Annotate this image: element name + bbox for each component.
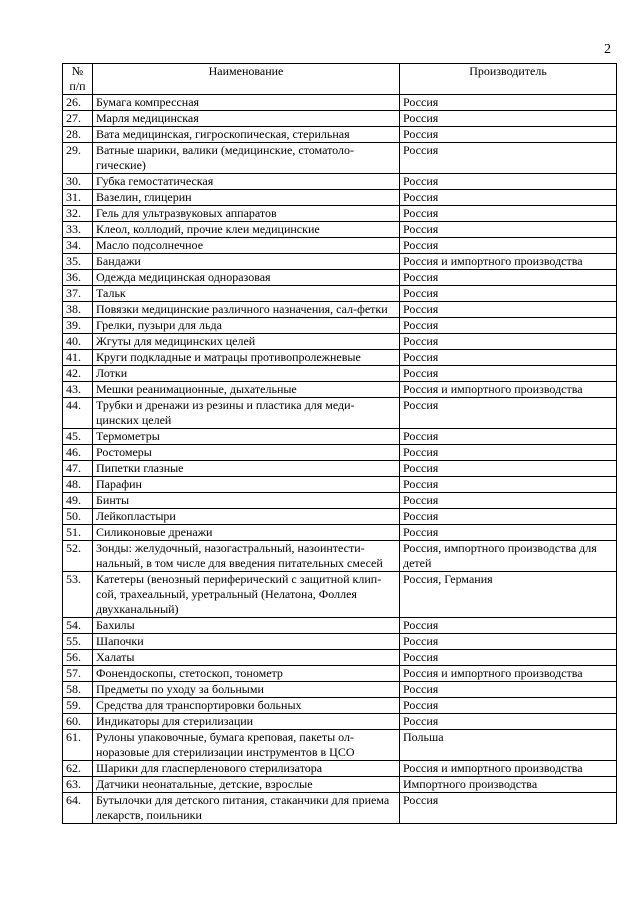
row-manufacturer: Россия и импортного производства	[400, 382, 617, 398]
row-number: 39.	[63, 318, 93, 334]
row-name: Повязки медицинские различного назначения, сал-фетки	[93, 302, 400, 318]
table-row	[63, 286, 617, 302]
row-number: 59.	[63, 698, 93, 714]
row-manufacturer: Россия	[400, 174, 617, 190]
table-row	[63, 777, 617, 793]
row-name: Ростомеры	[93, 445, 400, 461]
row-manufacturer: Импортного производства	[400, 777, 617, 793]
row-name: Индикаторы для стерилизации	[93, 714, 400, 730]
row-manufacturer: Россия	[400, 190, 617, 206]
row-name: Зонды: желудочный, назогастральный, назоинтести-нальный, в том числе для введения питательных смесей	[93, 541, 400, 572]
row-manufacturer: Россия	[400, 222, 617, 238]
row-name: Лейкопластыри	[93, 509, 400, 525]
table-row	[63, 302, 617, 318]
row-manufacturer: Россия и импортного производства	[400, 666, 617, 682]
row-manufacturer: Россия	[400, 334, 617, 350]
table-row	[63, 541, 617, 572]
row-number: 34.	[63, 238, 93, 254]
row-number: 49.	[63, 493, 93, 509]
table-row	[63, 461, 617, 477]
row-number: 37.	[63, 286, 93, 302]
table-row	[63, 143, 617, 174]
row-manufacturer: Россия	[400, 127, 617, 143]
row-name: Бандажи	[93, 254, 400, 270]
table-row	[63, 618, 617, 634]
row-number: 52.	[63, 541, 93, 572]
header-name: Наименование	[93, 64, 400, 95]
row-name: Термометры	[93, 429, 400, 445]
row-name: Ватные шарики, валики (медицинские, стоматоло-гические)	[93, 143, 400, 174]
table-row	[63, 666, 617, 682]
row-number: 51.	[63, 525, 93, 541]
row-number: 38.	[63, 302, 93, 318]
row-manufacturer: Россия	[400, 286, 617, 302]
row-number: 57.	[63, 666, 93, 682]
table-row	[63, 730, 617, 761]
row-number: 42.	[63, 366, 93, 382]
table-row	[63, 634, 617, 650]
row-manufacturer: Россия	[400, 206, 617, 222]
row-name: Бинты	[93, 493, 400, 509]
table-row	[63, 793, 617, 824]
row-name: Средства для транспортировки больных	[93, 698, 400, 714]
row-name: Вазелин, глицерин	[93, 190, 400, 206]
table-row	[63, 190, 617, 206]
row-name: Тальк	[93, 286, 400, 302]
row-number: 27.	[63, 111, 93, 127]
row-name: Мешки реанимационные, дыхательные	[93, 382, 400, 398]
row-name: Трубки и дренажи из резины и пластика для меди-цинских целей	[93, 398, 400, 429]
row-number: 43.	[63, 382, 93, 398]
table-row	[63, 382, 617, 398]
row-number: 33.	[63, 222, 93, 238]
row-name: Бумага компрессная	[93, 95, 400, 111]
row-number: 46.	[63, 445, 93, 461]
table-row	[63, 334, 617, 350]
row-manufacturer: Россия	[400, 714, 617, 730]
table-row	[63, 238, 617, 254]
row-name: Рулоны упаковочные, бумага креповая, пакеты ол-норазовые для стерилизации инструментов в ЦСО	[93, 730, 400, 761]
row-number: 30.	[63, 174, 93, 190]
row-name: Фонендоскопы, стетоскоп, тонометр	[93, 666, 400, 682]
row-manufacturer: Россия	[400, 143, 617, 174]
table-row	[63, 761, 617, 777]
row-name: Губка гемостатическая	[93, 174, 400, 190]
row-manufacturer: Россия	[400, 698, 617, 714]
row-name: Гель для ультразвуковых аппаратов	[93, 206, 400, 222]
table-row	[63, 398, 617, 429]
row-manufacturer: Россия	[400, 429, 617, 445]
row-number: 35.	[63, 254, 93, 270]
table-row	[63, 222, 617, 238]
row-number: 60.	[63, 714, 93, 730]
row-number: 61.	[63, 730, 93, 761]
table-row	[63, 254, 617, 270]
row-manufacturer: Россия	[400, 634, 617, 650]
row-manufacturer: Россия, Германия	[400, 572, 617, 618]
table-row	[63, 429, 617, 445]
row-manufacturer: Россия	[400, 618, 617, 634]
table-row	[63, 366, 617, 382]
row-manufacturer: Россия	[400, 302, 617, 318]
row-name: Одежда медицинская одноразовая	[93, 270, 400, 286]
row-manufacturer: Россия и импортного производства	[400, 254, 617, 270]
products-table	[62, 63, 617, 824]
row-manufacturer: Россия	[400, 525, 617, 541]
table-row	[63, 493, 617, 509]
row-number: 26.	[63, 95, 93, 111]
row-name: Клеол, коллодий, прочие клеи медицинские	[93, 222, 400, 238]
row-manufacturer: Россия	[400, 477, 617, 493]
table-row	[63, 525, 617, 541]
row-manufacturer: Россия	[400, 461, 617, 477]
row-manufacturer: Россия	[400, 366, 617, 382]
header-number: № п/п	[63, 64, 93, 95]
table-row	[63, 95, 617, 111]
row-name: Бахилы	[93, 618, 400, 634]
row-manufacturer: Россия	[400, 111, 617, 127]
row-number: 31.	[63, 190, 93, 206]
row-manufacturer: Россия	[400, 445, 617, 461]
table-row	[63, 714, 617, 730]
table-row	[63, 111, 617, 127]
page-number: 2	[604, 42, 611, 57]
row-manufacturer: Россия	[400, 682, 617, 698]
table-row	[63, 206, 617, 222]
table-header-row	[63, 64, 617, 95]
row-manufacturer: Россия	[400, 493, 617, 509]
row-name: Пипетки глазные	[93, 461, 400, 477]
row-name: Катетеры (венозный периферический с защитной клип-сой, трахеальный, уретральный (Нелатона, Фоллея двухканальный)	[93, 572, 400, 618]
row-number: 63.	[63, 777, 93, 793]
row-manufacturer: Россия	[400, 95, 617, 111]
row-name: Лотки	[93, 366, 400, 382]
table-row	[63, 650, 617, 666]
row-manufacturer: Россия	[400, 509, 617, 525]
row-name: Парафин	[93, 477, 400, 493]
row-number: 32.	[63, 206, 93, 222]
row-manufacturer: Россия	[400, 350, 617, 366]
row-number: 55.	[63, 634, 93, 650]
row-number: 64.	[63, 793, 93, 824]
table-row	[63, 270, 617, 286]
row-manufacturer: Россия	[400, 318, 617, 334]
row-number: 54.	[63, 618, 93, 634]
row-number: 41.	[63, 350, 93, 366]
table-row	[63, 682, 617, 698]
row-number: 47.	[63, 461, 93, 477]
row-number: 28.	[63, 127, 93, 143]
row-manufacturer: Польша	[400, 730, 617, 761]
table-row	[63, 509, 617, 525]
row-name: Шарики для гласперленового стерилизатора	[93, 761, 400, 777]
row-number: 62.	[63, 761, 93, 777]
table-row	[63, 318, 617, 334]
row-name: Силиконовые дренажи	[93, 525, 400, 541]
row-name: Датчики неонатальные, детские, взрослые	[93, 777, 400, 793]
table-row	[63, 350, 617, 366]
header-manufacturer: Производитель	[400, 64, 617, 95]
row-name: Бутылочки для детского питания, стаканчики для приема лекарств, поильники	[93, 793, 400, 824]
row-number: 44.	[63, 398, 93, 429]
row-name: Круги подкладные и матрацы противопролежневые	[93, 350, 400, 366]
row-name: Шапочки	[93, 634, 400, 650]
table-row	[63, 477, 617, 493]
table-row	[63, 698, 617, 714]
table-row	[63, 445, 617, 461]
row-number: 45.	[63, 429, 93, 445]
row-number: 29.	[63, 143, 93, 174]
row-manufacturer: Россия, импортного производства для детей	[400, 541, 617, 572]
row-number: 58.	[63, 682, 93, 698]
row-manufacturer: Россия	[400, 238, 617, 254]
row-name: Вата медицинская, гигроскопическая, стерильная	[93, 127, 400, 143]
row-number: 36.	[63, 270, 93, 286]
table-row	[63, 174, 617, 190]
row-manufacturer: Россия и импортного производства	[400, 761, 617, 777]
row-number: 48.	[63, 477, 93, 493]
row-number: 56.	[63, 650, 93, 666]
row-manufacturer: Россия	[400, 270, 617, 286]
row-number: 40.	[63, 334, 93, 350]
row-name: Халаты	[93, 650, 400, 666]
row-name: Марля медицинская	[93, 111, 400, 127]
row-name: Масло подсолнечное	[93, 238, 400, 254]
row-name: Грелки, пузыри для льда	[93, 318, 400, 334]
row-name: Предметы по уходу за больными	[93, 682, 400, 698]
row-manufacturer: Россия	[400, 398, 617, 429]
row-number: 50.	[63, 509, 93, 525]
table-row	[63, 572, 617, 618]
row-manufacturer: Россия	[400, 650, 617, 666]
table-row	[63, 127, 617, 143]
row-name: Жгуты для медицинских целей	[93, 334, 400, 350]
row-manufacturer: Россия	[400, 793, 617, 824]
row-number: 53.	[63, 572, 93, 618]
